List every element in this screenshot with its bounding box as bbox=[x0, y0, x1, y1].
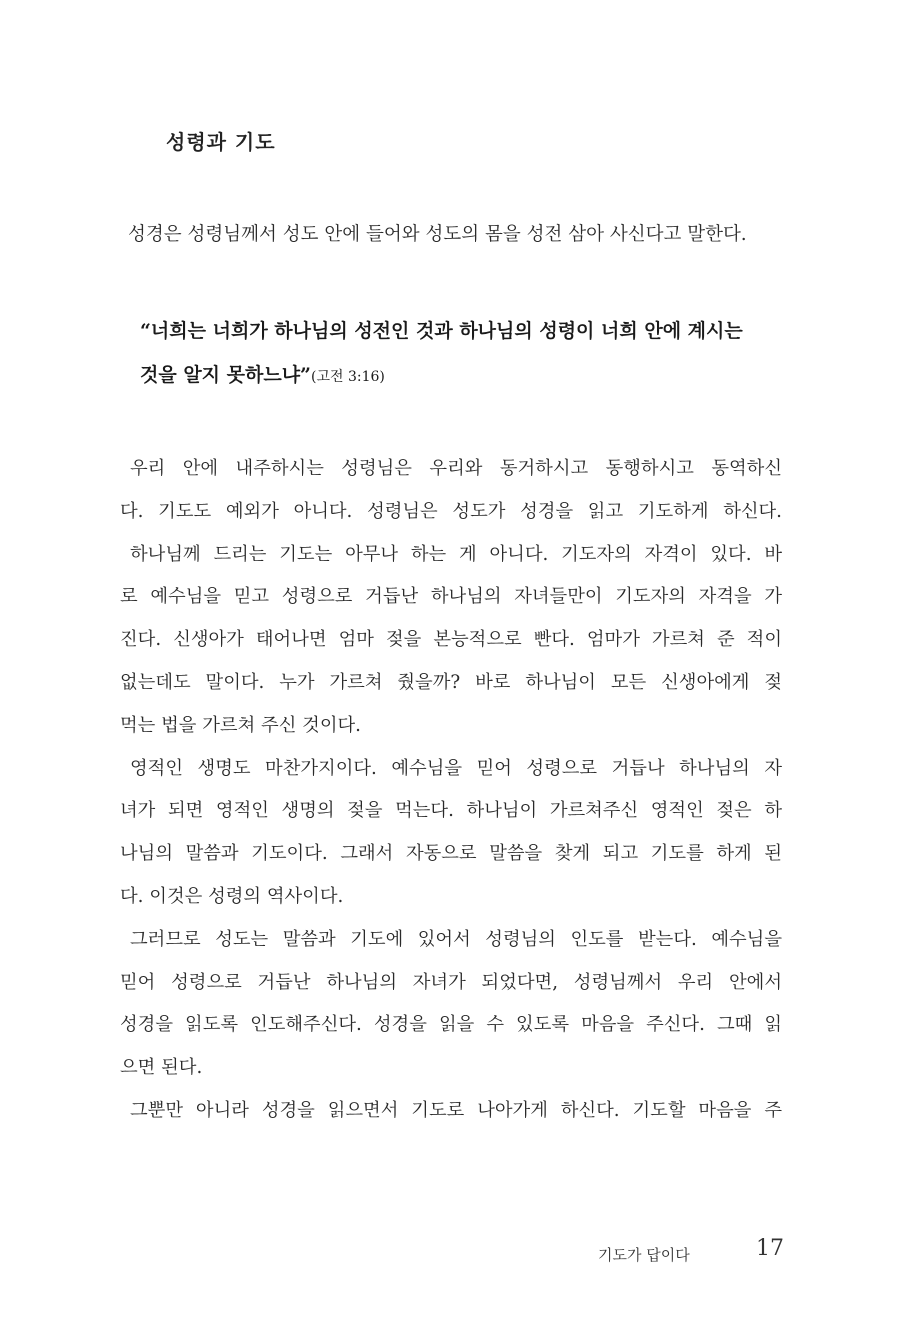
body-line: 다. 이것은 성령의 역사이다. bbox=[120, 885, 344, 907]
body-line: 영적인 생명도 마찬가지이다. 예수님을 믿어 성령으로 거듭나 하나님의 자 bbox=[130, 757, 782, 779]
body-line: 녀가 되면 영적인 생명의 젖을 먹는다. 하나님이 가르쳐주신 영적인 젖은 하 bbox=[120, 800, 782, 822]
body-line: 우리 안에 내주하시는 성령님은 우리와 동거하시고 동행하시고 동역하신 bbox=[130, 458, 782, 479]
intro-paragraph: 성경은 성령님께서 성도 안에 들어와 성도의 몸을 성전 삼아 사신다고 말한다. bbox=[128, 224, 747, 245]
body-line: 다. 기도도 예외가 아니다. 성령님은 성도가 성경을 읽고 기도하게 하신다. bbox=[120, 500, 782, 522]
body-line: 믿어 성령으로 거듭난 하나님의 자녀가 되었다면, 성령님께서 우리 안에서 bbox=[120, 971, 782, 993]
page-number: 17 bbox=[756, 1236, 784, 1261]
scripture-quote bbox=[140, 309, 790, 399]
body-line: 으면 된다. bbox=[120, 1057, 203, 1079]
body-line: 먹는 법을 가르쳐 주신 것이다. bbox=[120, 714, 361, 736]
body-line: 없는데도 말이다. 누가 가르쳐 줬을까? 바로 하나님이 모든 신생아에게 젖 bbox=[120, 671, 782, 693]
section-title: 성령과 기도 bbox=[166, 130, 276, 154]
running-footer-title: 기도가 답이다 bbox=[598, 1246, 690, 1264]
quote-text: 것을 알지 못하느냐” bbox=[140, 364, 311, 386]
quote-line-2 bbox=[140, 353, 790, 399]
body-line: 로 예수님을 믿고 성령으로 거듭난 하나님의 자녀들만이 기도자의 자격을 가 bbox=[120, 586, 782, 608]
body-line: 나님의 말씀과 기도이다. 그래서 자동으로 말씀을 찾게 되고 기도를 하게 된 bbox=[120, 843, 782, 865]
quote-line-1: “너희는 너희가 하나님의 성전인 것과 하나님의 성령이 너희 안에 계시는 bbox=[140, 320, 743, 342]
body-line: 하나님께 드리는 기도는 아무나 하는 게 아니다. 기도자의 자격이 있다. 바 bbox=[130, 543, 782, 565]
body-line: 그러므로 성도는 말씀과 기도에 있어서 성령님의 인도를 받는다. 예수님을 bbox=[130, 928, 782, 950]
quote-reference: (고전 3:16) bbox=[311, 369, 385, 385]
body-text bbox=[120, 448, 782, 1133]
body-line: 진다. 신생아가 태어나면 엄마 젖을 본능적으로 빤다. 엄마가 가르쳐 준 적이 bbox=[120, 629, 782, 651]
body-line: 그뿐만 아니라 성경을 읽으면서 기도로 나아가게 하신다. 기도할 마음을 주 bbox=[130, 1099, 782, 1121]
body-line: 성경을 읽도록 인도해주신다. 성경을 읽을 수 있도록 마음을 주신다. 그때 읽 bbox=[120, 1014, 782, 1036]
